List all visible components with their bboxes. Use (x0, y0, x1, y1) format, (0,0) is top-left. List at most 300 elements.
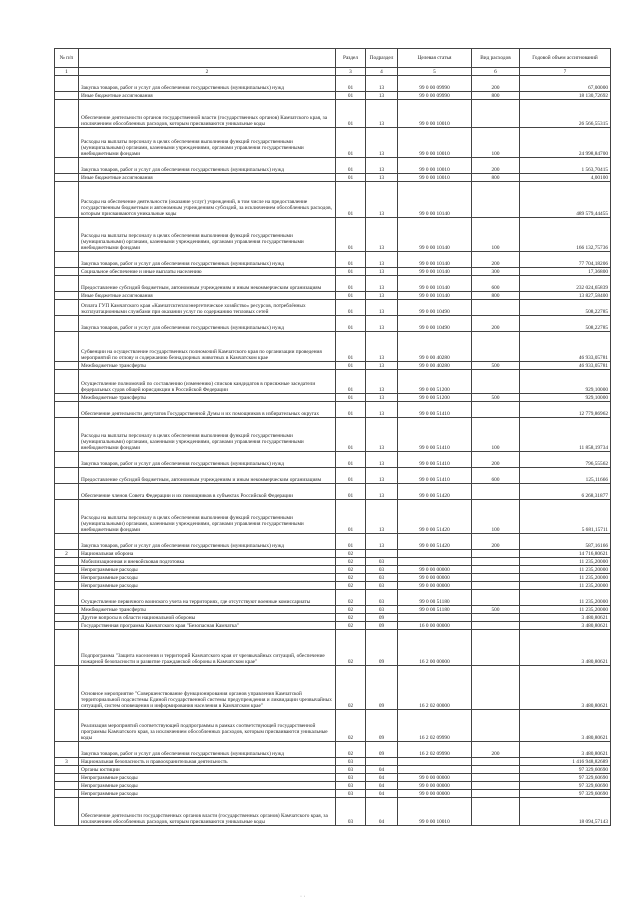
table-row (55, 394, 611, 402)
row-number (55, 174, 79, 182)
row-name: Расходы на выплаты персоналу в целях обеспечения выполнения функций государственными (муниципальными) органами, казенными учреждениями, органами управления государственными внебюджетными фондами (79, 218, 336, 252)
row-section: 02 (336, 614, 366, 622)
row-section: 01 (336, 92, 366, 100)
column-number: 6 (472, 68, 520, 76)
row-number (55, 452, 79, 468)
row-section: 01 (336, 484, 366, 500)
table-row (55, 666, 611, 710)
row-amount: 1 416 948,82689 (520, 758, 611, 766)
row-section: 01 (336, 276, 366, 292)
row-number (55, 622, 79, 630)
row-subsection (366, 758, 398, 766)
row-expense-type: 800 (472, 174, 520, 182)
row-amount: 3 480,80621 (520, 666, 611, 710)
header-section: Раздел (336, 49, 366, 68)
row-name: Оплата ГУП Камчатского края «Камчатсктеплоэнергетическое хозяйство» ресурсов, потреблённых эксплуатационными службами при оказании услуг по содержанию тепловых сетей (79, 300, 336, 316)
row-number (55, 316, 79, 332)
row-section: 02 (336, 590, 366, 606)
row-target-article: 99 0 00 09990 (398, 92, 472, 100)
table-row (55, 332, 611, 362)
row-subsection: 13 (366, 370, 398, 394)
row-name: Закупка товаров, работ и услуг для обеспечения государственных (муниципальных) нужд (79, 534, 336, 550)
row-amount: 11 858,19734 (520, 418, 611, 452)
row-target-article (398, 766, 472, 774)
table-row (55, 292, 611, 300)
table-row (55, 622, 611, 630)
row-section: 01 (336, 182, 366, 218)
row-number (55, 766, 79, 774)
row-amount: 11 235,20000 (520, 566, 611, 574)
row-subsection: 09 (366, 666, 398, 710)
row-target-article: 99 0 00 00000 (398, 566, 472, 574)
header-subsection: Подраздел (366, 49, 398, 68)
row-name: Межбюджетные трансферты (79, 362, 336, 370)
table-row (55, 174, 611, 182)
row-section: 03 (336, 766, 366, 774)
row-section: 02 (336, 666, 366, 710)
header-name (79, 49, 336, 68)
table-row (55, 630, 611, 666)
row-expense-type (472, 566, 520, 574)
row-amount: 13 827,58400 (520, 292, 611, 300)
row-amount: 5 681,15711 (520, 500, 611, 534)
table-row (55, 158, 611, 174)
row-subsection: 13 (366, 182, 398, 218)
row-number (55, 566, 79, 574)
row-name: Обеспечение деятельности государственных органов власти (государственных органов) Камчатского края, за исключением обособленных расходов, которым присваиваются уникальные коды (79, 798, 336, 826)
row-amount: 587,16166 (520, 534, 611, 550)
row-target-article (398, 558, 472, 566)
column-number: 3 (336, 68, 366, 76)
row-name: Непрограммные расходы (79, 774, 336, 782)
row-expense-type (472, 798, 520, 826)
row-target-article: 99 0 00 10490 (398, 316, 472, 332)
row-target-article (398, 614, 472, 622)
row-name: Государственная программа Камчатского края "Безопасная Камчатка" (79, 622, 336, 630)
row-expense-type (472, 758, 520, 766)
row-number (55, 666, 79, 710)
row-subsection: 13 (366, 92, 398, 100)
row-number (55, 782, 79, 790)
row-section: 02 (336, 566, 366, 574)
row-target-article: 99 0 00 00000 (398, 582, 472, 590)
row-amount: 11 235,20000 (520, 574, 611, 582)
row-expense-type: 500 (472, 394, 520, 402)
row-section: 01 (336, 218, 366, 252)
row-section: 01 (336, 534, 366, 550)
row-expense-type: 200 (472, 76, 520, 92)
row-section: 01 (336, 402, 366, 418)
row-number (55, 332, 79, 362)
row-expense-type: 300 (472, 268, 520, 276)
row-target-article: 99 0 00 00000 (398, 574, 472, 582)
row-name: Обеспечение деятельности депутатов Государственной Думы и их помощников в избирательных округах (79, 402, 336, 418)
row-amount: 3 480,80621 (520, 710, 611, 742)
row-number (55, 418, 79, 452)
row-amount: 11 235,20000 (520, 606, 611, 614)
row-amount: 12 779,86962 (520, 402, 611, 418)
row-name: Закупка товаров, работ и услуг для обеспечения государственных (муниципальных) нужд (79, 158, 336, 174)
row-section: 01 (336, 268, 366, 276)
row-expense-type (472, 630, 520, 666)
row-subsection: 13 (366, 100, 398, 128)
row-section: 01 (336, 300, 366, 316)
row-amount: 17,36800 (520, 268, 611, 276)
row-number (55, 268, 79, 276)
table-row (55, 100, 611, 128)
column-number: 2 (79, 68, 336, 76)
row-target-article: 99 0 00 51180 (398, 606, 472, 614)
row-name: Социальное обеспечение и иные выплаты населению (79, 268, 336, 276)
row-subsection: 03 (366, 566, 398, 574)
row-subsection: 13 (366, 292, 398, 300)
row-name: Непрограммные расходы (79, 582, 336, 590)
row-name: Непрограммные расходы (79, 790, 336, 798)
row-name: Закупка товаров, работ и услуг для обеспечения государственных (муниципальных) нужд (79, 316, 336, 332)
table-row (55, 252, 611, 268)
row-amount: 166 132,75736 (520, 218, 611, 252)
table-row (55, 590, 611, 606)
row-expense-type: 200 (472, 252, 520, 268)
row-amount: 3 480,80621 (520, 622, 611, 630)
row-section: 01 (336, 100, 366, 128)
row-target-article: 99 0 00 10140 (398, 276, 472, 292)
row-expense-type: 500 (472, 606, 520, 614)
row-expense-type (472, 582, 520, 590)
table-row (55, 782, 611, 790)
row-number: 2 (55, 550, 79, 558)
row-target-article: 99 0 00 10010 (398, 174, 472, 182)
row-number (55, 76, 79, 92)
row-target-article: 99 0 00 10140 (398, 252, 472, 268)
row-section: 02 (336, 606, 366, 614)
row-target-article: 99 0 00 00000 (398, 782, 472, 790)
row-amount: 232 024,65839 (520, 276, 611, 292)
row-section: 01 (336, 362, 366, 370)
row-subsection: 13 (366, 500, 398, 534)
row-target-article: 99 0 00 51420 (398, 500, 472, 534)
row-section: 01 (336, 394, 366, 402)
row-section: 02 (336, 558, 366, 566)
row-number (55, 558, 79, 566)
row-amount: 6 268,31877 (520, 484, 611, 500)
row-expense-type (472, 782, 520, 790)
row-section: 01 (336, 468, 366, 484)
row-name: Иные бюджетные ассигнования (79, 92, 336, 100)
row-section: 01 (336, 292, 366, 300)
row-section: 01 (336, 158, 366, 174)
row-subsection: 13 (366, 158, 398, 174)
header-annual-amount: Годовой объем ассигнований (520, 49, 611, 68)
table-row (55, 402, 611, 418)
row-number (55, 500, 79, 534)
row-subsection: 03 (366, 558, 398, 566)
table-row (55, 182, 611, 218)
table-row (55, 452, 611, 468)
row-amount: 24 998,84700 (520, 128, 611, 158)
row-expense-type (472, 300, 520, 316)
row-name: Органы юстиции (79, 766, 336, 774)
row-target-article: 99 0 00 00000 (398, 774, 472, 782)
row-subsection: 13 (366, 534, 398, 550)
row-number (55, 218, 79, 252)
row-number (55, 182, 79, 218)
row-target-article: 99 0 00 10140 (398, 218, 472, 252)
row-amount: 125,11666 (520, 468, 611, 484)
table-row (55, 566, 611, 574)
row-subsection: 03 (366, 606, 398, 614)
row-section: 01 (336, 174, 366, 182)
header-no: № п/п (55, 49, 79, 68)
row-expense-type (472, 558, 520, 566)
row-target-article: 99 0 00 10010 (398, 158, 472, 174)
table-row (55, 534, 611, 550)
row-number (55, 774, 79, 782)
row-name: Обеспечение членов Совета Федерации и их помощников в субъектах Российской Федерации (79, 484, 336, 500)
row-expense-type: 100 (472, 128, 520, 158)
row-name: Основное мероприятие "Совершенствование функционирования органов управления Камчатской территориальной подсистемы Единой государственной системы предупреждения и ликвидации чрезвычайных ситуаций, систем оповещения и информирования населения в Камчатском крае" (79, 666, 336, 710)
row-subsection: 09 (366, 742, 398, 758)
row-target-article: 99 0 00 10010 (398, 798, 472, 826)
row-target-article: 99 0 00 51420 (398, 484, 472, 500)
row-expense-type (472, 182, 520, 218)
row-amount: 18 130,72692 (520, 92, 611, 100)
row-expense-type: 500 (472, 362, 520, 370)
row-amount: 97 329,60690 (520, 766, 611, 774)
row-section: 01 (336, 418, 366, 452)
row-subsection: 13 (366, 332, 398, 362)
row-section: 01 (336, 128, 366, 158)
row-subsection: 13 (366, 76, 398, 92)
row-number (55, 606, 79, 614)
row-expense-type (472, 574, 520, 582)
table-row (55, 582, 611, 590)
row-amount: 18 094,57143 (520, 798, 611, 826)
table-row (55, 218, 611, 252)
row-amount: 3 480,80621 (520, 630, 611, 666)
row-expense-type: 800 (472, 292, 520, 300)
row-target-article: 99 0 00 10490 (398, 300, 472, 316)
row-number (55, 534, 79, 550)
table-row (55, 550, 611, 558)
row-amount: 77 704,18206 (520, 252, 611, 268)
row-name: Межбюджетные трансферты (79, 606, 336, 614)
column-number: 4 (366, 68, 398, 76)
row-target-article: 99 0 00 40280 (398, 362, 472, 370)
row-subsection: 04 (366, 790, 398, 798)
row-amount: 97 329,60690 (520, 782, 611, 790)
row-target-article: 99 0 00 51180 (398, 590, 472, 606)
row-section: 02 (336, 630, 366, 666)
row-target-article (398, 758, 472, 766)
row-number (55, 370, 79, 394)
table-row (55, 758, 611, 766)
row-expense-type (472, 790, 520, 798)
table-row (55, 300, 611, 316)
row-subsection: 13 (366, 128, 398, 158)
table-row (55, 710, 611, 742)
table-row (55, 614, 611, 622)
row-expense-type (472, 100, 520, 128)
row-target-article: 99 0 00 10010 (398, 128, 472, 158)
row-subsection: 03 (366, 590, 398, 606)
row-expense-type (472, 550, 520, 558)
row-name: Предоставление субсидий бюджетным, автономным учреждениям и иным некоммерческим организациям (79, 468, 336, 484)
row-number (55, 402, 79, 418)
row-section: 01 (336, 332, 366, 362)
row-expense-type (472, 710, 520, 742)
row-amount: 97 329,60690 (520, 774, 611, 782)
row-subsection: 13 (366, 316, 398, 332)
row-name: Межбюджетные трансферты (79, 394, 336, 402)
row-expense-type: 100 (472, 418, 520, 452)
row-amount: 508,22785 (520, 316, 611, 332)
table-row (55, 774, 611, 782)
row-section: 01 (336, 452, 366, 468)
row-subsection: 03 (366, 582, 398, 590)
row-target-article: 99 0 00 10140 (398, 292, 472, 300)
row-name: Расходы на выплаты персоналу в целях обеспечения выполнения функций государственными (муниципальными) органами, казенными учреждениями, органами управления государственными внебюджетными фондами (79, 418, 336, 452)
row-name: Подпрограмма "Защита населения и территорий Камчатского края от чрезвычайных ситуаций, обеспечение пожарной безопасности и развитие гражданской обороны в Камчатском крае" (79, 630, 336, 666)
row-name: Расходы на обеспечение деятельности (оказание услуг) учреждений, в том числе на предоставление государственным бюджетным и автономным учреждениям субсидий, за исключением обособленных расходов, которым присваиваются уникальные коды (79, 182, 336, 218)
row-section: 02 (336, 582, 366, 590)
row-expense-type (472, 484, 520, 500)
header-row (55, 49, 611, 68)
row-number (55, 710, 79, 742)
row-target-article: 16 2 02 00000 (398, 666, 472, 710)
row-amount: 26 566,55315 (520, 100, 611, 128)
row-subsection: 13 (366, 174, 398, 182)
row-section: 03 (336, 790, 366, 798)
row-number (55, 300, 79, 316)
table-row (55, 268, 611, 276)
row-expense-type (472, 332, 520, 362)
row-expense-type: 800 (472, 92, 520, 100)
row-number (55, 582, 79, 590)
row-name: Закупка товаров, работ и услуг для обеспечения государственных (муниципальных) нужд (79, 76, 336, 92)
row-amount: 4,00100 (520, 174, 611, 182)
table-row (55, 362, 611, 370)
table-row (55, 276, 611, 292)
budget-table-page (54, 48, 610, 826)
row-subsection: 04 (366, 782, 398, 790)
row-subsection: 13 (366, 276, 398, 292)
row-expense-type: 200 (472, 534, 520, 550)
row-subsection: 03 (366, 574, 398, 582)
table-row (55, 558, 611, 566)
column-number: 5 (398, 68, 472, 76)
row-number (55, 252, 79, 268)
row-target-article: 16 2 02 09990 (398, 742, 472, 758)
row-target-article (398, 550, 472, 558)
row-expense-type: 600 (472, 276, 520, 292)
row-section: 02 (336, 742, 366, 758)
row-amount: 508,22785 (520, 300, 611, 316)
row-expense-type (472, 766, 520, 774)
row-expense-type (472, 590, 520, 606)
row-name: Расходы на выплаты персоналу в целях обеспечения выполнения функций государственными (муниципальными) органами, казенными учреждениями, органами управления государственными внебюджетными фондами (79, 500, 336, 534)
row-subsection: 13 (366, 394, 398, 402)
table-row (55, 500, 611, 534)
table-row (55, 128, 611, 158)
row-expense-type: 200 (472, 742, 520, 758)
table-row (55, 798, 611, 826)
row-amount: 11 235,20000 (520, 558, 611, 566)
row-number (55, 128, 79, 158)
table-row (55, 790, 611, 798)
table-row (55, 766, 611, 774)
row-subsection: 13 (366, 252, 398, 268)
row-subsection: 09 (366, 614, 398, 622)
row-name: Расходы на выплаты персоналу в целях обеспечения выполнения функций государственными (муниципальными) органами, казенными учреждениями, органами управления государственными внебюджетными фондами (79, 128, 336, 158)
row-expense-type (472, 622, 520, 630)
table-row (55, 484, 611, 500)
row-number (55, 590, 79, 606)
row-name: Осуществление полномочий по составлению (изменению) списков кандидатов в присяжные заседатели федеральных судов общей юрисдикции в Российской Федерации (79, 370, 336, 394)
row-target-article: 99 0 00 51420 (398, 534, 472, 550)
header-expense-type: Вид расходов (472, 49, 520, 68)
row-number (55, 92, 79, 100)
row-amount: 97 329,60690 (520, 790, 611, 798)
row-section: 01 (336, 500, 366, 534)
table-row (55, 742, 611, 758)
budget-table (54, 48, 611, 826)
row-number (55, 362, 79, 370)
row-subsection (366, 550, 398, 558)
column-number: 7 (520, 68, 611, 76)
row-expense-type: 200 (472, 316, 520, 332)
row-target-article: 16 2 00 00000 (398, 630, 472, 666)
row-number (55, 742, 79, 758)
row-expense-type: 100 (472, 500, 520, 534)
header-target-article: Целевая статья (398, 49, 472, 68)
row-subsection: 04 (366, 766, 398, 774)
row-name: Обеспечение деятельности органов государственной власти (государственных органов) Камчатского края, за исключением обособленных расходов, которым присваиваются уникальные коды (79, 100, 336, 128)
row-name: Закупка товаров, работ и услуг для обеспечения государственных (муниципальных) нужд (79, 252, 336, 268)
row-number (55, 484, 79, 500)
row-name: Непрограммные расходы (79, 574, 336, 582)
row-subsection: 13 (366, 468, 398, 484)
row-target-article: 99 0 00 10140 (398, 268, 472, 276)
row-amount: 1 563,70415 (520, 158, 611, 174)
row-amount: 929,10000 (520, 370, 611, 394)
row-expense-type: 200 (472, 452, 520, 468)
row-amount: 11 235,20000 (520, 582, 611, 590)
row-section: 02 (336, 622, 366, 630)
table-row (55, 76, 611, 92)
row-target-article: 99 0 00 10140 (398, 182, 472, 218)
row-amount: 11 235,20000 (520, 590, 611, 606)
row-subsection: 04 (366, 774, 398, 782)
row-section: 03 (336, 774, 366, 782)
page-footer-mark: · · (300, 894, 306, 900)
row-name: Осуществление первичного воинского учета на территориях, где отсутствуют военные комиссариаты (79, 590, 336, 606)
row-number (55, 276, 79, 292)
row-name: Субвенции на осуществление государственных полномочий Камчатского края по организации проведения мероприятий по отлову и содержанию безнадзорных животных в Камчатском крае (79, 332, 336, 362)
row-subsection: 13 (366, 268, 398, 276)
row-target-article: 99 0 00 51410 (398, 468, 472, 484)
row-amount: 46 933,05781 (520, 332, 611, 362)
row-amount: 489 579,44455 (520, 182, 611, 218)
row-name: Мобилизационная и вневойсковая подготовка (79, 558, 336, 566)
row-expense-type: 200 (472, 158, 520, 174)
table-row (55, 316, 611, 332)
row-section: 01 (336, 370, 366, 394)
row-target-article: 99 0 00 51200 (398, 394, 472, 402)
row-expense-type: 100 (472, 218, 520, 252)
row-number (55, 790, 79, 798)
row-target-article: 99 0 00 09990 (398, 76, 472, 92)
